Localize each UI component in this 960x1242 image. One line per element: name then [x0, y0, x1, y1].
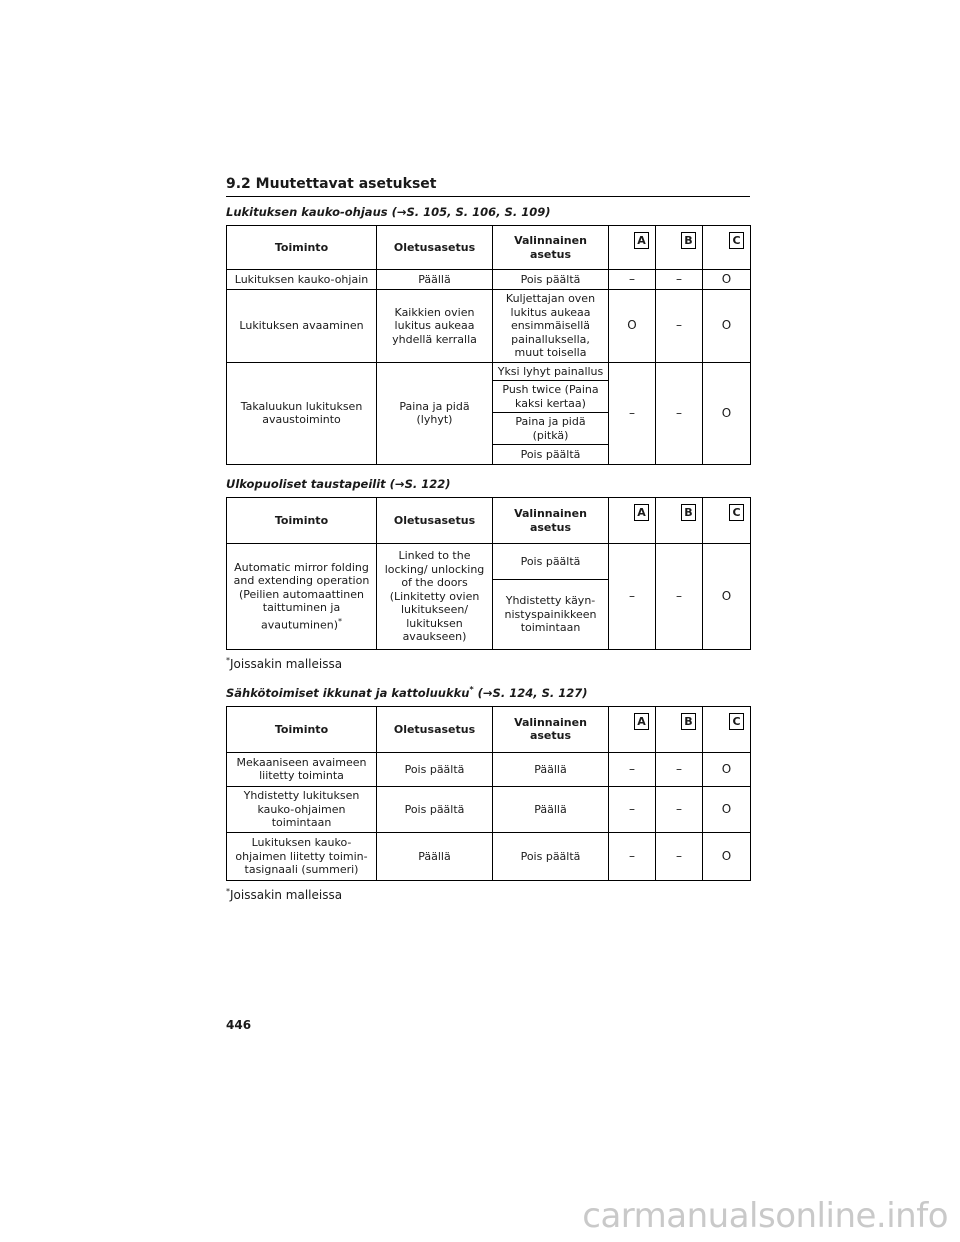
- page-content: [226, 176, 750, 916]
- value-a-cell: –: [609, 752, 656, 786]
- value-b-cell: –: [656, 544, 703, 650]
- column-header: Valinnainen asetus: [493, 226, 609, 270]
- value-c-cell: O: [703, 786, 751, 832]
- default-cell: Linked to the locking/ unlocking of the doors (Linkitetty ovien lukitukseen/ lukituksen avaukseen): [377, 544, 493, 650]
- value-a-cell: –: [609, 270, 656, 290]
- table-title: [226, 685, 750, 700]
- table-row: [227, 752, 751, 786]
- table-row: [227, 544, 751, 580]
- table-row: [227, 362, 751, 381]
- default-cell: Kaikkien ovien lukitus aukeaa yhdellä kerralla: [377, 290, 493, 363]
- option-cell: Pois päältä: [493, 270, 609, 290]
- value-b-cell: –: [656, 752, 703, 786]
- default-cell: Päällä: [377, 832, 493, 880]
- table-row: [227, 290, 751, 363]
- value-c-cell: O: [703, 270, 751, 290]
- column-header: Toiminto: [227, 706, 377, 752]
- option-cell: Yksi lyhyt painallus: [493, 362, 609, 381]
- column-key-c: C: [729, 504, 744, 521]
- column-key-b: B: [681, 713, 696, 730]
- value-a-cell: O: [609, 290, 656, 363]
- column-header: Oletusasetus: [377, 498, 493, 544]
- function-cell: Yhdistetty lukituksen kauko-ohjaimen toimintaan: [227, 786, 377, 832]
- column-key-b: B: [681, 232, 696, 249]
- function-cell: Mekaaniseen avaimeen liitetty toiminta: [227, 752, 377, 786]
- settings-table: [226, 497, 751, 650]
- value-a-cell: –: [609, 832, 656, 880]
- settings-table: [226, 225, 751, 465]
- footnote-mark: *: [226, 886, 230, 896]
- option-cell: Yhdistetty käyn-nistyspainikkeen toimintaan: [493, 580, 609, 650]
- function-text: Automatic mirror folding and extending operation (Peilien automaattinen taittuminen ja avautuminen): [233, 560, 370, 632]
- column-header: Oletusasetus: [377, 706, 493, 752]
- column-header: Valinnainen asetus: [493, 498, 609, 544]
- settings-table: [226, 706, 751, 881]
- option-cell: Push twice (Paina kaksi kertaa): [493, 381, 609, 413]
- table-row: [227, 270, 751, 290]
- value-c-cell: O: [703, 290, 751, 363]
- option-cell: Päällä: [493, 752, 609, 786]
- table-title-ref: (→S. 124, S. 127): [473, 685, 588, 700]
- column-key-b: B: [681, 504, 696, 521]
- footnote-mark: *: [338, 616, 343, 626]
- footnote: [226, 656, 750, 671]
- function-cell: Takaluukun lukituksen avaustoiminto: [227, 362, 377, 465]
- value-c-cell: O: [703, 362, 751, 465]
- table-row: [227, 832, 751, 880]
- value-c-cell: O: [703, 752, 751, 786]
- watermark: carmanualsonline.info: [582, 1196, 948, 1236]
- column-key-a: A: [634, 504, 649, 521]
- function-cell: [227, 544, 377, 650]
- section-header: 9.2 Muutettavat asetukset: [226, 176, 750, 197]
- value-a-cell: –: [609, 544, 656, 650]
- default-cell: Paina ja pidä (lyhyt): [377, 362, 493, 465]
- function-cell: Lukituksen avaaminen: [227, 290, 377, 363]
- value-b-cell: –: [656, 270, 703, 290]
- footnote: [226, 887, 750, 902]
- footnote-text: Joissakin malleissa: [230, 887, 343, 902]
- option-cell: Päällä: [493, 786, 609, 832]
- option-cell: Pois päältä: [493, 544, 609, 580]
- column-key-a: A: [634, 232, 649, 249]
- column-header: Oletusasetus: [377, 226, 493, 270]
- default-cell: Päällä: [377, 270, 493, 290]
- table-title: Ulkopuoliset taustapeilit (→S. 122): [226, 477, 451, 491]
- table-row: [227, 786, 751, 832]
- table-title-text: Sähkötoimiset ikkunat ja kattoluukku: [226, 685, 470, 700]
- option-cell: Kuljettajan oven lukitus aukeaa ensimmäisellä painalluksella, muut toisella: [493, 290, 609, 363]
- value-b-cell: –: [656, 832, 703, 880]
- column-header: Valinnainen asetus: [493, 706, 609, 752]
- option-cell: Paina ja pidä (pitkä): [493, 413, 609, 445]
- value-b-cell: –: [656, 786, 703, 832]
- footnote-mark: *: [226, 656, 230, 665]
- column-key-c: C: [729, 713, 744, 730]
- value-c-cell: O: [703, 544, 751, 650]
- option-cell: Pois päältä: [493, 445, 609, 465]
- column-header: Toiminto: [227, 498, 377, 544]
- function-cell: Lukituksen kauko-ohjaimen liitetty toimin-tasignaali (summeri): [227, 832, 377, 880]
- value-c-cell: O: [703, 832, 751, 880]
- column-header: Toiminto: [227, 226, 377, 270]
- default-cell: Pois päältä: [377, 786, 493, 832]
- value-b-cell: –: [656, 290, 703, 363]
- footnote-mark: *: [469, 685, 474, 694]
- value-a-cell: –: [609, 362, 656, 465]
- footnote-text: Joissakin malleissa: [230, 657, 343, 671]
- page-number: 446: [226, 1018, 252, 1032]
- function-cell: Lukituksen kauko-ohjain: [227, 270, 377, 290]
- value-a-cell: –: [609, 786, 656, 832]
- option-cell: Pois päältä: [493, 832, 609, 880]
- table-title: Lukituksen kauko-ohjaus (→S. 105, S. 106, S. 109): [226, 205, 551, 219]
- default-cell: Pois päältä: [377, 752, 493, 786]
- value-b-cell: –: [656, 362, 703, 465]
- column-key-c: C: [729, 232, 744, 249]
- column-key-a: A: [634, 713, 649, 730]
